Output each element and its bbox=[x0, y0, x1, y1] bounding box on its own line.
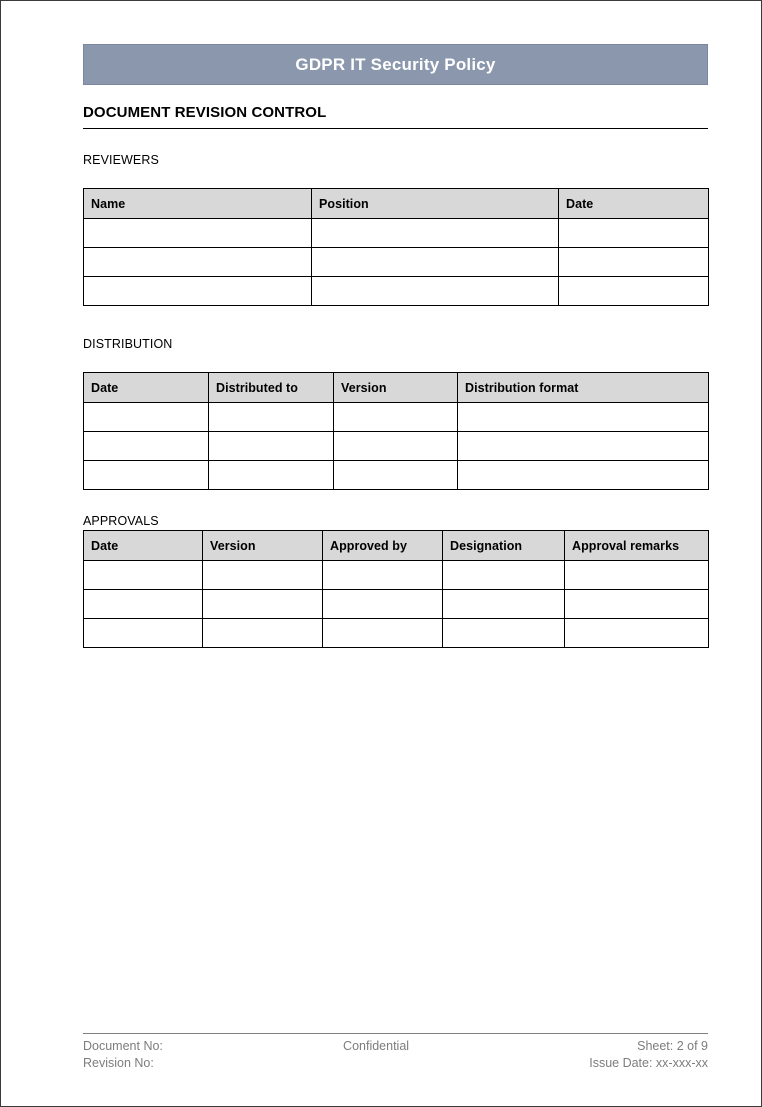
table-cell[interactable] bbox=[334, 403, 458, 432]
table-cell[interactable] bbox=[443, 619, 565, 648]
document-title: GDPR IT Security Policy bbox=[295, 55, 496, 74]
table-cell[interactable] bbox=[559, 219, 709, 248]
heading-divider bbox=[83, 128, 708, 129]
reviewers-label: REVIEWERS bbox=[83, 153, 159, 167]
table-cell[interactable] bbox=[334, 432, 458, 461]
table-cell[interactable] bbox=[209, 403, 334, 432]
page-footer bbox=[83, 1033, 708, 1072]
table-row bbox=[84, 619, 709, 648]
column-header-distributed-to: Distributed to bbox=[209, 373, 334, 403]
footer-document-no: Document No: bbox=[83, 1039, 163, 1053]
table-cell[interactable] bbox=[209, 432, 334, 461]
distribution-label: DISTRIBUTION bbox=[83, 337, 173, 351]
table-cell[interactable] bbox=[312, 248, 559, 277]
footer-right-block bbox=[589, 1038, 708, 1072]
distribution-table bbox=[83, 372, 709, 490]
page-title: DOCUMENT REVISION CONTROL bbox=[83, 104, 327, 121]
column-header-date: Date bbox=[84, 373, 209, 403]
table-cell[interactable] bbox=[334, 461, 458, 490]
table-cell[interactable] bbox=[312, 219, 559, 248]
table-row bbox=[84, 590, 709, 619]
footer-sheet-number: Sheet: 2 of 9 bbox=[637, 1039, 708, 1053]
table-cell[interactable] bbox=[559, 248, 709, 277]
table-cell[interactable] bbox=[458, 432, 709, 461]
table-cell[interactable] bbox=[84, 248, 312, 277]
column-header-approval-remarks: Approval remarks bbox=[565, 531, 709, 561]
column-header-date: Date bbox=[559, 189, 709, 219]
table-row bbox=[84, 403, 709, 432]
footer-issue-date: Issue Date: xx-xxx-xx bbox=[589, 1056, 708, 1070]
column-header-version: Version bbox=[203, 531, 323, 561]
table-cell[interactable] bbox=[84, 403, 209, 432]
column-header-position: Position bbox=[312, 189, 559, 219]
table-cell[interactable] bbox=[323, 561, 443, 590]
table-cell[interactable] bbox=[565, 590, 709, 619]
table-cell[interactable] bbox=[203, 619, 323, 648]
table-row bbox=[84, 277, 709, 306]
footer-divider bbox=[83, 1033, 708, 1034]
table-cell[interactable] bbox=[559, 277, 709, 306]
table-cell[interactable] bbox=[443, 590, 565, 619]
table-row bbox=[84, 461, 709, 490]
approvals-label: APPROVALS bbox=[83, 514, 159, 528]
table-header-row bbox=[84, 373, 709, 403]
document-title-banner bbox=[83, 44, 708, 85]
footer-center-block bbox=[163, 1038, 589, 1055]
table-cell[interactable] bbox=[84, 432, 209, 461]
column-header-designation: Designation bbox=[443, 531, 565, 561]
table-cell[interactable] bbox=[84, 619, 203, 648]
footer-revision-no: Revision No: bbox=[83, 1056, 154, 1070]
table-cell[interactable] bbox=[209, 461, 334, 490]
table-cell[interactable] bbox=[84, 590, 203, 619]
table-cell[interactable] bbox=[84, 461, 209, 490]
table-cell[interactable] bbox=[203, 561, 323, 590]
approvals-table bbox=[83, 530, 709, 648]
column-header-approved-by: Approved by bbox=[323, 531, 443, 561]
table-row bbox=[84, 432, 709, 461]
column-header-date: Date bbox=[84, 531, 203, 561]
table-cell[interactable] bbox=[84, 277, 312, 306]
reviewers-table bbox=[83, 188, 709, 306]
table-cell[interactable] bbox=[84, 219, 312, 248]
table-cell[interactable] bbox=[565, 561, 709, 590]
footer-left-block bbox=[83, 1038, 163, 1072]
table-cell[interactable] bbox=[323, 590, 443, 619]
table-header-row bbox=[84, 531, 709, 561]
table-cell[interactable] bbox=[323, 619, 443, 648]
table-row bbox=[84, 561, 709, 590]
table-cell[interactable] bbox=[443, 561, 565, 590]
table-row bbox=[84, 248, 709, 277]
column-header-version: Version bbox=[334, 373, 458, 403]
column-header-name: Name bbox=[84, 189, 312, 219]
table-cell[interactable] bbox=[565, 619, 709, 648]
table-cell[interactable] bbox=[203, 590, 323, 619]
table-cell[interactable] bbox=[458, 461, 709, 490]
table-cell[interactable] bbox=[312, 277, 559, 306]
footer-confidentiality-label: Confidential bbox=[343, 1039, 410, 1053]
column-header-distribution-format: Distribution format bbox=[458, 373, 709, 403]
table-row bbox=[84, 219, 709, 248]
table-cell[interactable] bbox=[84, 561, 203, 590]
table-header-row bbox=[84, 189, 709, 219]
section-heading-block bbox=[83, 104, 708, 129]
table-cell[interactable] bbox=[458, 403, 709, 432]
